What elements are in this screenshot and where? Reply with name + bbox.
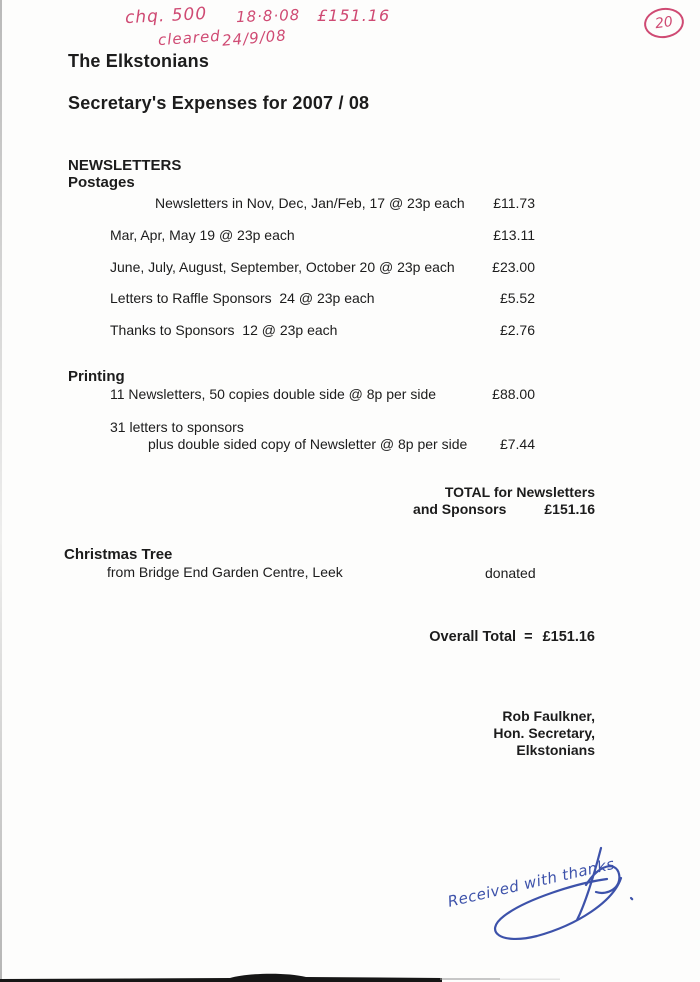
handwritten-cleared-label: cleared	[157, 26, 222, 50]
expense-amount: £13.11	[493, 227, 535, 243]
expense-label: Mar, Apr, May 19 @ 23p each	[110, 227, 295, 243]
total-newsletters-amount: £151.16	[544, 501, 595, 517]
expense-amount: £23.00	[492, 259, 535, 275]
section-heading-printing: Printing	[68, 368, 125, 385]
expense-label: Newsletters in Nov, Dec, Jan/Feb, 17 @ 23p each	[155, 195, 465, 211]
handwritten-signature	[425, 830, 655, 950]
signatory-block	[295, 708, 595, 759]
signatory-title: Hon. Secretary,	[493, 725, 595, 741]
christmas-tree-detail: from Bridge End Garden Centre, Leek	[107, 564, 343, 580]
expense-amount: £7.44	[499, 436, 535, 452]
expense-amount: £88.00	[492, 386, 535, 402]
total-newsletters-line2: and Sponsors	[413, 501, 507, 517]
expense-amount: £11.73	[493, 195, 535, 211]
scan-edge-bottom	[0, 970, 700, 982]
expense-amount: £5.52	[499, 290, 535, 306]
section-subheading-postages: Postages	[68, 174, 135, 191]
expense-label: Thanks to Sponsors 12 @ 23p each	[110, 322, 338, 338]
handwritten-cheque-date: 18·8·08	[235, 5, 301, 27]
overall-total-amount: £151.16	[542, 629, 595, 645]
handwritten-received-note: Received with thanks	[445, 854, 617, 911]
overall-total-label: Overall Total =	[429, 629, 533, 645]
expense-label: 31 letters to sponsors	[110, 419, 244, 435]
expense-amount: £2.76	[499, 322, 535, 338]
expense-label: Letters to Raffle Sponsors 24 @ 23p each	[110, 290, 375, 306]
overall-total-block	[295, 628, 595, 646]
doc-title: The Elkstonians	[68, 51, 210, 71]
total-newsletters-line1: TOTAL for Newsletters	[444, 484, 595, 500]
page-number: 20	[654, 13, 674, 33]
handwritten-cheque-note: chq. 500	[124, 3, 208, 29]
christmas-tree-amount: donated	[485, 565, 536, 581]
page-number-circle	[642, 5, 686, 40]
scan-edge-left	[0, 0, 2, 982]
signatory-org: Elkstonians	[516, 742, 595, 758]
handwritten-cheque-amount: £151.16	[317, 6, 391, 25]
handwritten-cleared-date: 24/9/08	[221, 26, 288, 50]
section-heading-christmas-tree: Christmas Tree	[64, 546, 173, 563]
expense-label: 11 Newsletters, 50 copies double side @ 8p per side	[110, 386, 437, 402]
doc-subtitle: Secretary's Expenses for 2007 / 08	[68, 93, 370, 113]
expense-label: plus double sided copy of Newsletter @ 8p per side	[148, 436, 468, 452]
expense-label: June, July, August, September, October 20 @ 23p each	[110, 259, 455, 275]
signatory-name: Rob Faulkner,	[502, 708, 595, 724]
section-heading-newsletters: NEWSLETTERS	[68, 157, 182, 174]
total-newsletters-block	[295, 484, 595, 519]
